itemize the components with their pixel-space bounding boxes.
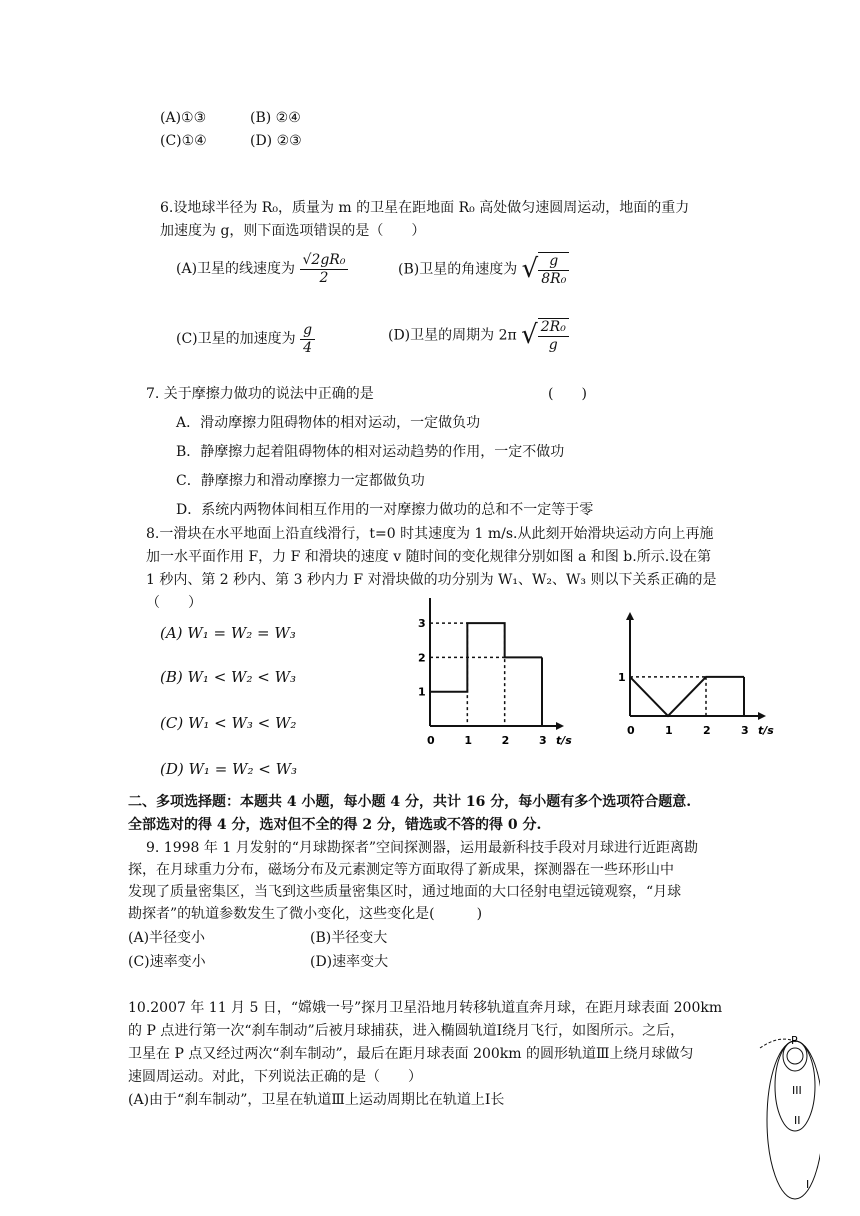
orbit-diagram xyxy=(740,1030,820,1210)
q8-option-a: (A) W₁ = W₂ = W₃ xyxy=(160,624,296,642)
q8-option-c: (C) W₁ < W₃ < W₂ xyxy=(160,714,297,732)
q6-b-sqrt: √ $\frac{g}{\text{8R₀}}$ xyxy=(522,252,570,288)
y-axis-arrow xyxy=(626,612,634,620)
q6-c-numerator: g xyxy=(300,322,315,340)
label-p: P xyxy=(791,1034,798,1047)
q6-stem-line1: 6.设地球半径为 R₀，质量为 m 的卫星在距地面 R₀ 高处做匀速圆周运动，地面的重力 xyxy=(160,200,690,216)
x-axis-label: t/s xyxy=(556,734,572,747)
velocity-time-graph xyxy=(608,612,788,748)
q7-option-d: D．系统内两物体间相互作用的一对摩擦力做功的总和不一定等于零 xyxy=(176,502,594,518)
q5-option-b: (B) ②④ xyxy=(250,110,301,126)
q9-option-b: (B)半径变大 xyxy=(310,930,388,946)
q7-option-a: A．滑动摩擦力阻碍物体的相对运动，一定做负功 xyxy=(176,415,481,431)
q6-d-denominator: g xyxy=(548,336,558,353)
label-iii: III xyxy=(792,1084,802,1097)
moon xyxy=(787,1048,803,1064)
x-tick-label: 0 xyxy=(427,734,435,747)
q5-option-c: (C)①④ xyxy=(160,133,207,149)
q6-a-denominator: 2 xyxy=(319,269,329,286)
force-time-graph xyxy=(408,598,598,748)
q7-option-b: B．静摩擦力起着阻碍物体的相对运动趋势的作用，一定不做功 xyxy=(176,444,565,460)
q7-stem: 7. 关于摩擦力做功的说法中正确的是 xyxy=(146,386,374,402)
q9-stem-line4: 勘探者”的轨道参数发生了微小变化，这些变化是( ) xyxy=(128,906,483,922)
q8-stem-line3: 1 秒内、第 2 秒内、第 3 秒内力 F 对滑块做的功分别为 W₁、W₂、W₃ 则以下关系正确的是 xyxy=(146,572,717,588)
q10-stem-line4: 速圆周运动。对此，下列说法正确的是（ ） xyxy=(128,1069,422,1085)
q6-d-sqrt: √ $\frac{\text{2R₀}}{g}$ xyxy=(521,318,569,354)
x-tick-label: 0 xyxy=(627,724,635,737)
q5-option-a: (A)①③ xyxy=(160,110,207,126)
section2-heading-line2: 全部选对的得 4 分，选对但不全的得 2 分，错选或不答的得 0 分. xyxy=(128,817,542,833)
x-tick-label: 2 xyxy=(501,734,510,747)
x-tick-label: 3 xyxy=(741,724,749,737)
y-axis-label xyxy=(622,612,656,613)
q6-a-label: (A)卫星的线速度为 xyxy=(176,260,296,277)
q6-b-denominator: 8R₀ xyxy=(541,270,567,287)
q10-stem-line3: 卫星在 P 点又经过两次“刹车制动”，最后在距月球表面 200km 的圆形轨道Ⅲ上绕月球做匀 xyxy=(128,1046,694,1062)
q6-option-c xyxy=(176,322,315,357)
q6-c-fraction xyxy=(300,322,315,357)
section2-heading-line1: 二、多项选择题：本题共 4 小题，每小题 4 分，共计 16 分，每小题有多个选项符合题意. xyxy=(128,794,692,810)
q10-option-a: (A)由于“刹车制动”，卫星在轨道Ⅲ上运动周期比在轨道上Ⅰ长 xyxy=(128,1092,505,1108)
q6-option-d xyxy=(388,318,569,354)
q6-a-numerator: √2gR₀ xyxy=(300,252,349,270)
q6-d-label: (D)卫星的周期为 2π xyxy=(388,327,517,344)
x-tick-label: 3 xyxy=(539,734,547,747)
q7-answer-paren: ( ) xyxy=(548,386,587,402)
x-axis-label: t/s xyxy=(758,724,774,737)
q6-c-label: (C)卫星的加速度为 xyxy=(176,330,296,347)
q9-option-a: (A)半径变小 xyxy=(128,930,206,946)
x-tick-label: 1 xyxy=(665,724,673,737)
q6-b-label: (B)卫星的角速度为 xyxy=(398,261,518,278)
q6-option-a xyxy=(176,252,348,287)
label-ii: II xyxy=(794,1114,801,1127)
q9-stem-line1: 9. 1998 年 1 月发射的“月球勘探者”空间探测器，运用最新科技手段对月球进行近距离勘 xyxy=(146,840,699,856)
q6-d-numerator: 2R₀ xyxy=(538,319,569,337)
q8-stem-line1: 8.一滑块在水平地面上沿直线滑行，t=0 时其速度为 1 m/s.从此刻开始滑块运动方向上再施 xyxy=(146,526,714,542)
q9-option-c: (C)速率变小 xyxy=(128,954,206,970)
y-tick-label: 1 xyxy=(618,670,626,684)
q8-stem-line2: 加一水平面作用 F，力 F 和滑块的速度 v 随时间的变化规律分别如图 a 和图 b.所示.设在第 xyxy=(146,549,712,565)
x-axis-arrow xyxy=(556,722,564,730)
y-tick-label: 3 xyxy=(418,617,426,631)
q5-option-d: (D) ②③ xyxy=(250,133,302,149)
q10-stem-line1: 10.2007 年 11 月 5 日，“嫦娥一号”探月卫星沿地月转移轨道直奔月球，在距月球表面 200km xyxy=(128,1000,723,1016)
q8-option-d: (D) W₁ = W₂ < W₃ xyxy=(160,760,297,778)
q9-stem-line3: 发现了质量密集区，当飞到这些质量密集区时，通过地面的大口径射电望远镜观察，“月球 xyxy=(128,884,682,900)
q6-stem-line2: 加速度为 g，则下面选项错误的是（ ） xyxy=(160,223,426,239)
data-line xyxy=(630,677,744,716)
q7-option-c: C．静摩擦力和滑动摩擦力一定都做负功 xyxy=(176,473,425,489)
q8-option-b: (B) W₁ < W₂ < W₃ xyxy=(160,668,296,686)
label-i: I xyxy=(806,1178,810,1191)
q6-a-fraction xyxy=(300,252,349,287)
q6-c-denominator: 4 xyxy=(303,339,313,356)
y-tick-label: 1 xyxy=(418,685,426,699)
q6-option-b xyxy=(398,252,569,288)
q9-stem-line2: 探，在月球重力分布，磁场分布及元素测定等方面取得了新成果，探测器在一些环形山中 xyxy=(128,862,674,878)
q9-option-d: (D)速率变大 xyxy=(310,954,389,970)
x-tick-label: 2 xyxy=(703,724,711,737)
q6-b-numerator: g xyxy=(538,253,569,271)
x-tick-label: 1 xyxy=(464,734,472,747)
y-tick-label: 2 xyxy=(418,651,426,665)
x-axis-arrow xyxy=(758,712,766,720)
q10-stem-line2: 的 P 点进行第一次“刹车制动”后被月球捕获，进入椭圆轨道Ⅰ绕月飞行，如图所示。之后， xyxy=(128,1023,685,1039)
q8-stem-line4: （ ） xyxy=(146,595,202,611)
